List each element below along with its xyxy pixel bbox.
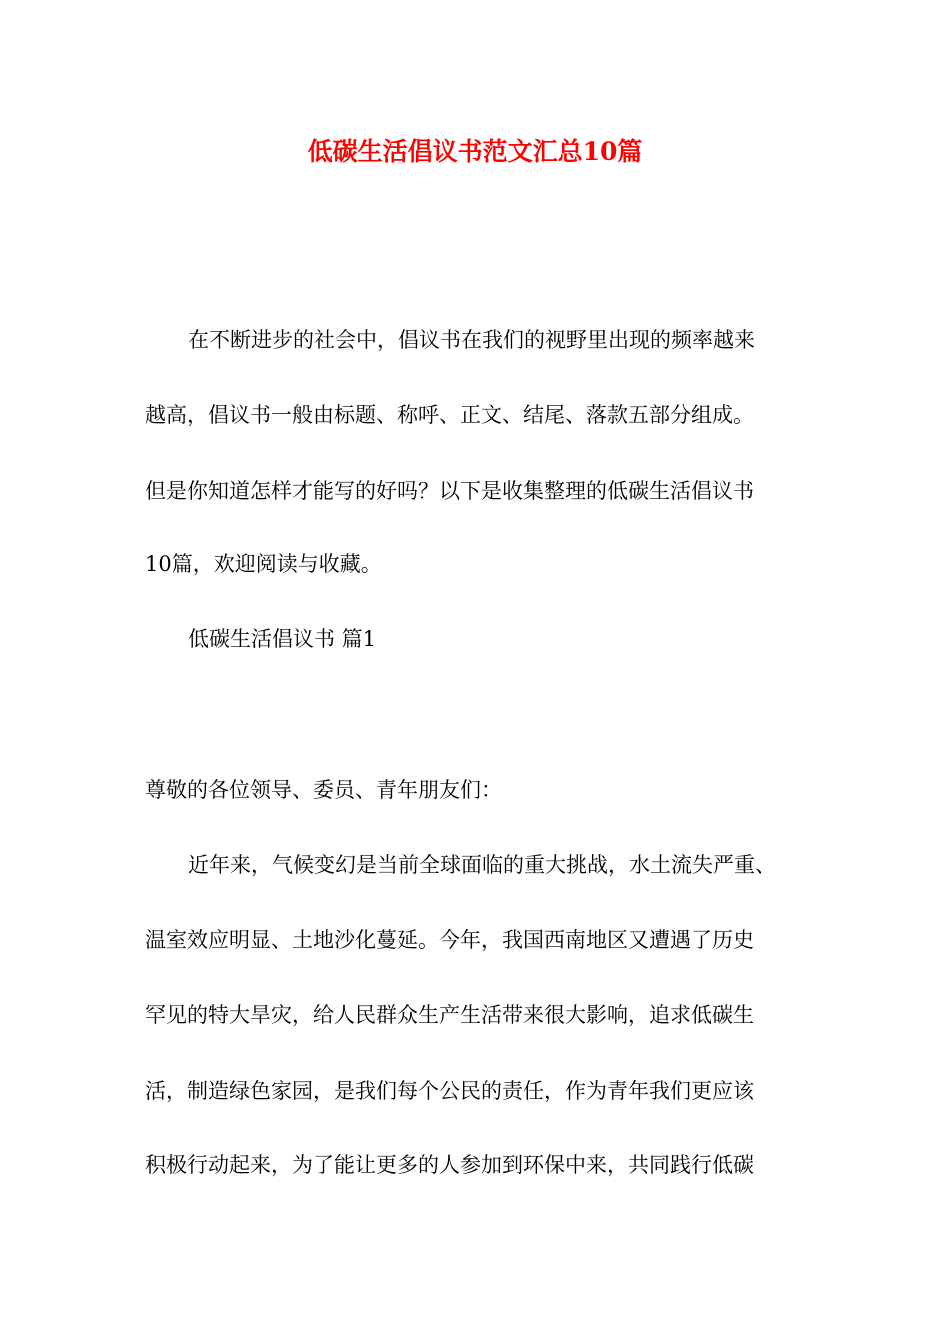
document-title: 低碳生活倡议书范文汇总10篇 (307, 137, 643, 166)
paragraph-line: 活，制造绿色家园，是我们每个公民的责任，作为青年我们更应该 (145, 1079, 754, 1103)
paragraph-line: 越高，倡议书一般由标题、称呼、正文、结尾、落款五部分组成。 (145, 403, 754, 427)
paragraph-line: 温室效应明显、土地沙化蔓延。今年，我国西南地区又遭遇了历史 (145, 928, 754, 952)
paragraph-line: 近年来，气候变幻是当前全球面临的重大挑战，水土流失严重、 (188, 853, 776, 877)
paragraph-line: 但是你知道怎样才能写的好吗？以下是收集整理的低碳生活倡议书 (145, 479, 754, 503)
salutation: 尊敬的各位领导、委员、青年朋友们： (145, 778, 502, 802)
section-heading: 低碳生活倡议书 篇1 (188, 627, 377, 651)
paragraph-line: 罕见的特大旱灾，给人民群众生产生活带来很大影响，追求低碳生 (145, 1003, 754, 1027)
paragraph-line: 10篇，欢迎阅读与收藏。 (145, 552, 382, 576)
paragraph-line: 在不断进步的社会中，倡议书在我们的视野里出现的频率越来 (188, 328, 755, 352)
paragraph-line: 积极行动起来，为了能让更多的人参加到环保中来，共同践行低碳 (145, 1153, 754, 1177)
